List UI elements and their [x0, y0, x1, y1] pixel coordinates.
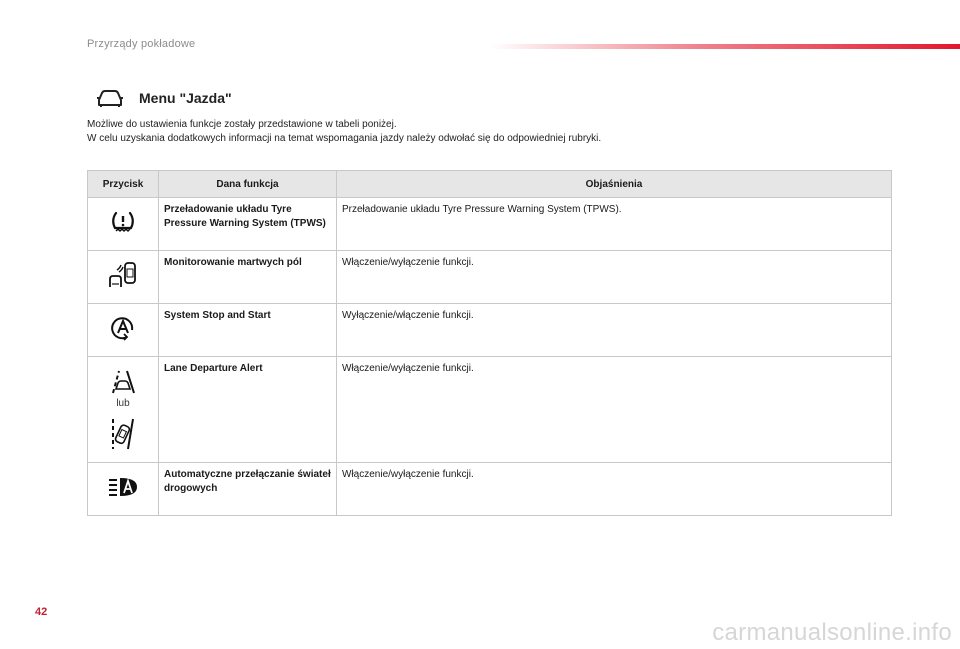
auto-high-beam-icon — [107, 476, 139, 498]
button-cell — [88, 463, 159, 516]
button-cell — [88, 198, 159, 251]
function-cell: Monitorowanie martwych pól — [159, 251, 337, 304]
button-cell — [88, 357, 159, 463]
explanation-cell: Przeładowanie układu Tyre Pressure Warning System (TPWS). — [337, 198, 892, 251]
header-accent-line — [490, 44, 960, 49]
explanation-cell: Wyłączenie/włączenie funkcji. — [337, 304, 892, 357]
or-separator: lub — [116, 397, 130, 409]
section-heading — [96, 87, 232, 109]
blind-spot-monitoring-icon — [108, 261, 138, 289]
table-row — [88, 304, 892, 357]
explanation-cell: Włączenie/wyłączenie funkcji. — [337, 251, 892, 304]
section-title: Menu "Jazda" — [139, 90, 232, 106]
function-cell: System Stop and Start — [159, 304, 337, 357]
button-cell — [88, 251, 159, 304]
header-button: Przycisk — [88, 171, 159, 198]
intro-line-1: Możliwe do ustawienia funkcje zostały przedstawione w tabeli poniżej. — [87, 119, 397, 130]
lane-departure-icon — [109, 369, 137, 395]
table-row — [88, 198, 892, 251]
header-function: Dana funkcja — [159, 171, 337, 198]
table-row — [88, 463, 892, 516]
car-icon — [96, 87, 124, 109]
tyre-pressure-icon — [110, 210, 136, 234]
button-cell — [88, 304, 159, 357]
function-cell: Przeładowanie układu Tyre Pressure Warning System (TPWS) — [159, 198, 337, 251]
table-row — [88, 251, 892, 304]
page-header-title: Przyrządy pokładowe — [87, 38, 196, 50]
table-header-row — [88, 171, 892, 198]
intro-text — [87, 118, 601, 146]
function-cell: Automatyczne przełączanie świateł drogowych — [159, 463, 337, 516]
watermark: carmanualsonline.info — [712, 619, 952, 646]
table-row — [88, 357, 892, 463]
stop-start-icon — [110, 315, 136, 341]
lane-departure-car-icon — [110, 417, 136, 451]
explanation-cell: Włączenie/wyłączenie funkcji. — [337, 357, 892, 463]
function-cell: Lane Departure Alert — [159, 357, 337, 463]
intro-line-2: W celu uzyskania dodatkowych informacji na temat wspomagania jazdy należy odwołać się do odpowiedniej rubryki. — [87, 133, 602, 144]
page-number: 42 — [35, 606, 48, 618]
settings-table — [87, 170, 892, 516]
header-explanation: Objaśnienia — [337, 171, 892, 198]
explanation-cell: Włączenie/wyłączenie funkcji. — [337, 463, 892, 516]
